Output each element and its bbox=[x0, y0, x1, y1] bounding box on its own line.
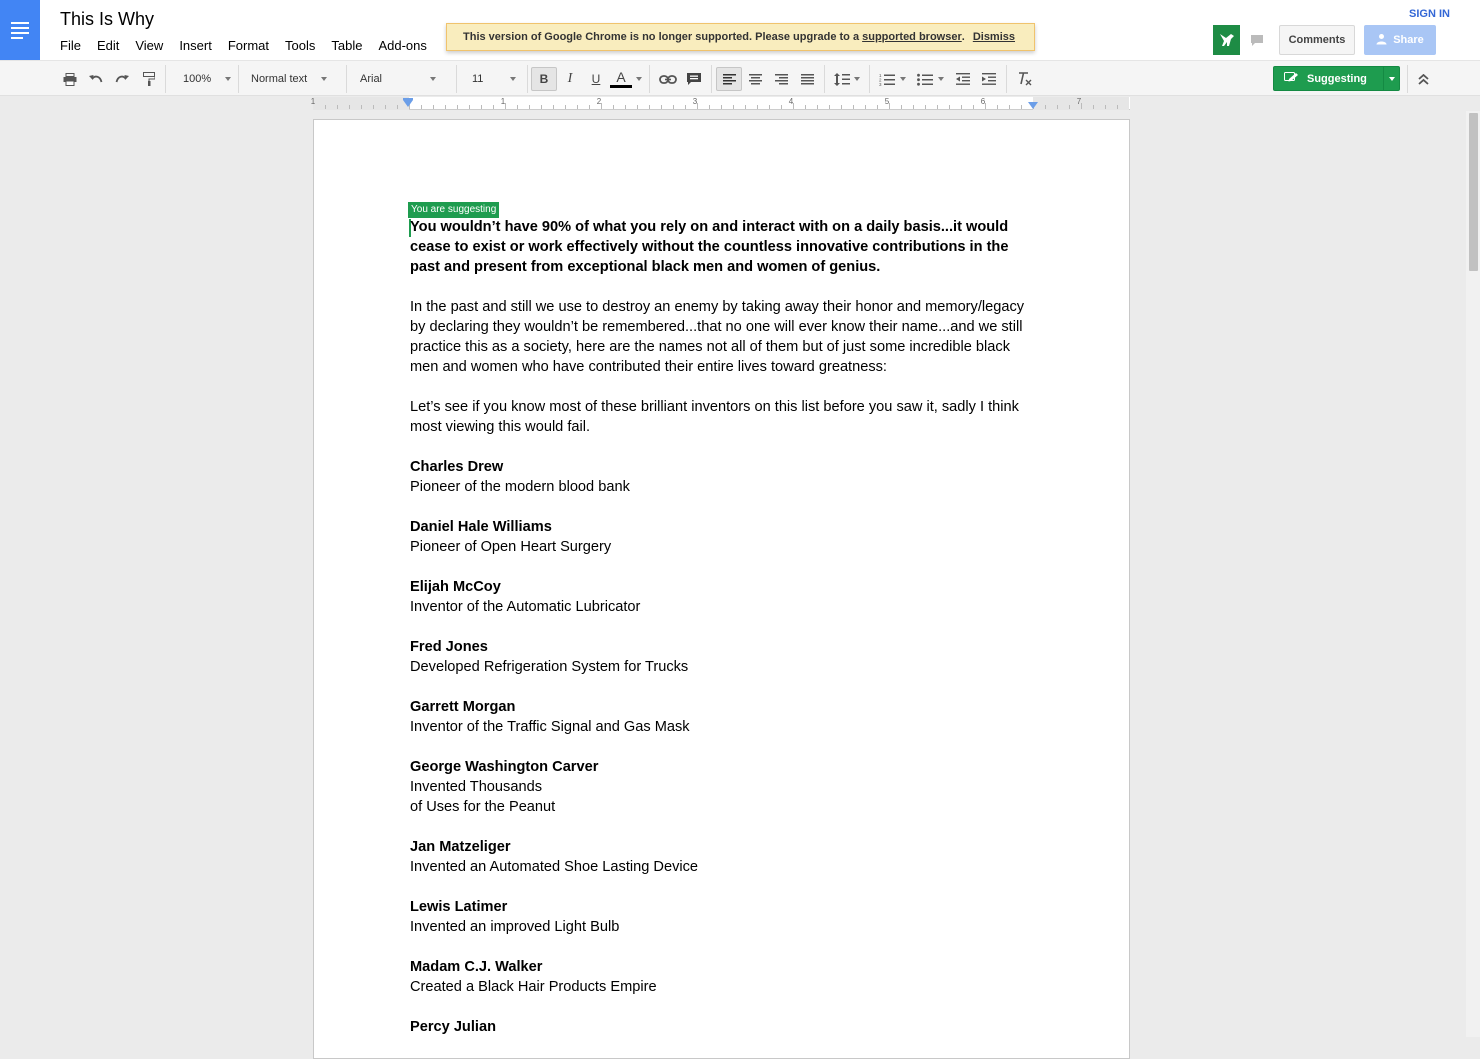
redo-icon[interactable] bbox=[109, 61, 135, 97]
ruler-tick bbox=[373, 105, 374, 109]
unsupported-browser-notice bbox=[446, 23, 1035, 51]
text-color-label: A bbox=[616, 69, 626, 85]
ruler-tick bbox=[589, 105, 590, 109]
inventor-name: Charles Drew bbox=[410, 459, 504, 475]
ruler-tick bbox=[577, 105, 578, 109]
formatting-toolbar bbox=[0, 60, 1480, 96]
increase-indent-icon[interactable] bbox=[976, 61, 1002, 97]
ruler-tick bbox=[805, 105, 806, 109]
align-left-icon[interactable] bbox=[716, 67, 742, 91]
menu-addons[interactable]: Add-ons bbox=[378, 38, 427, 53]
editing-mode-button[interactable] bbox=[1273, 66, 1400, 91]
undo-icon[interactable] bbox=[83, 61, 109, 97]
person-icon bbox=[1376, 33, 1387, 48]
paragraph-style-select[interactable] bbox=[243, 61, 335, 97]
inventor-name: Daniel Hale Williams bbox=[410, 519, 552, 535]
ruler-tick bbox=[841, 105, 842, 109]
collapse-menus-icon[interactable] bbox=[1410, 61, 1436, 97]
ruler-tick bbox=[661, 105, 662, 109]
ruler-tick bbox=[757, 105, 758, 109]
suggest-edit-icon bbox=[1284, 72, 1299, 86]
sign-in-link[interactable]: SIGN IN bbox=[1409, 8, 1450, 20]
chevron-down-icon bbox=[938, 77, 944, 81]
horizontal-ruler[interactable] bbox=[310, 97, 1130, 110]
paint-format-icon[interactable] bbox=[136, 61, 162, 97]
ruler-tick bbox=[433, 105, 434, 109]
ruler-tick bbox=[529, 105, 530, 109]
ruler-tick bbox=[877, 105, 878, 109]
ruler-tick bbox=[1117, 105, 1118, 109]
decrease-indent-icon[interactable] bbox=[950, 61, 976, 97]
ruler-tick bbox=[793, 103, 794, 109]
document-title[interactable]: This Is Why bbox=[60, 9, 155, 29]
mode-label: Suggesting bbox=[1307, 72, 1367, 85]
zoom-select[interactable] bbox=[175, 61, 233, 97]
inventor-description: Developed Refrigeration System for Trucks bbox=[410, 659, 689, 675]
inventor-description: Created a Black Hair Products Empire bbox=[410, 979, 657, 995]
ruler-tick bbox=[601, 103, 602, 109]
ruler-tick bbox=[1045, 105, 1046, 109]
ruler-tick bbox=[505, 103, 506, 109]
ruler-tick bbox=[565, 105, 566, 109]
ruler-tick bbox=[325, 105, 326, 109]
ruler-tick bbox=[733, 105, 734, 109]
inventor-name: Percy Julian bbox=[410, 1019, 496, 1035]
inventor-name: Elijah McCoy bbox=[410, 579, 501, 595]
ruler-tick bbox=[337, 105, 338, 109]
inventor-description: Pioneer of Open Heart Surgery bbox=[410, 539, 612, 555]
app-header bbox=[0, 0, 1480, 60]
ruler-tick bbox=[709, 105, 710, 109]
menu-tools[interactable]: Tools bbox=[285, 38, 316, 53]
ruler-label: 4 bbox=[788, 97, 794, 106]
ruler-tick bbox=[1057, 105, 1058, 109]
ruler-label: 7 bbox=[1076, 97, 1082, 106]
document-body[interactable] bbox=[410, 217, 1040, 1037]
inventor-description: Invented an improved Light Bulb bbox=[410, 919, 620, 935]
ruler-tick bbox=[445, 105, 446, 109]
font-value: Arial bbox=[360, 73, 383, 85]
inventor-name: Lewis Latimer bbox=[410, 899, 508, 915]
ruler-tick bbox=[685, 105, 686, 109]
dismiss-link[interactable]: Dismiss bbox=[972, 31, 1016, 43]
ruler-tick bbox=[817, 105, 818, 109]
chevron-down-icon bbox=[321, 77, 327, 81]
align-center-icon[interactable] bbox=[742, 61, 768, 97]
numbered-list-icon[interactable] bbox=[874, 61, 910, 97]
share-label: Share bbox=[1393, 34, 1424, 46]
ruler-tick bbox=[853, 105, 854, 109]
link-icon[interactable] bbox=[655, 61, 681, 97]
menu-table[interactable]: Table bbox=[331, 38, 363, 53]
inventor-description: Inventor of the Automatic Lubricator bbox=[410, 599, 641, 615]
notice-text: This version of Google Chrome is no longer supported. Please upgrade to a bbox=[463, 31, 863, 43]
svg-text:3: 3 bbox=[878, 81, 882, 86]
chevron-down-icon bbox=[510, 77, 516, 81]
ruler-tick bbox=[673, 105, 674, 109]
inventor-description: of Uses for the Peanut bbox=[410, 799, 556, 815]
ruler-label: 1 bbox=[310, 97, 316, 106]
addon-bird-icon[interactable] bbox=[1213, 25, 1240, 55]
menu-edit[interactable]: Edit bbox=[96, 38, 120, 53]
ruler-tick bbox=[937, 105, 938, 109]
ruler-tick bbox=[553, 105, 554, 109]
ruler-tick bbox=[385, 105, 386, 109]
ruler-tick bbox=[973, 105, 974, 109]
mode-dropdown-arrow[interactable] bbox=[1383, 67, 1399, 90]
scrollbar-thumb[interactable] bbox=[1469, 113, 1478, 271]
bold-button[interactable]: B bbox=[531, 67, 557, 91]
supported-browser-link[interactable]: supported browser bbox=[862, 31, 962, 43]
ruler-tick bbox=[469, 105, 470, 109]
inventor-description: Inventor of the Traffic Signal and Gas Mask bbox=[410, 719, 690, 735]
ruler-tick bbox=[1069, 105, 1070, 109]
text-color-button[interactable] bbox=[609, 61, 643, 97]
menu-file[interactable]: File bbox=[60, 38, 81, 53]
ruler-tick bbox=[781, 105, 782, 109]
comment-icon[interactable] bbox=[1247, 30, 1267, 50]
font-select[interactable] bbox=[352, 61, 444, 97]
font-size-select[interactable] bbox=[464, 61, 522, 97]
chevron-down-icon bbox=[1389, 77, 1395, 81]
ruler-label: 6 bbox=[980, 97, 986, 106]
right-indent-marker[interactable] bbox=[1028, 102, 1038, 109]
inventor-description: Pioneer of the modern blood bank bbox=[410, 479, 630, 495]
chevron-down-icon bbox=[636, 77, 642, 81]
chevron-down-icon bbox=[900, 77, 906, 81]
ruler-tick bbox=[625, 105, 626, 109]
ruler-tick bbox=[421, 105, 422, 109]
print-icon[interactable] bbox=[57, 61, 83, 97]
notice-period: . bbox=[961, 31, 965, 43]
inventor-name: Jan Matzeliger bbox=[410, 839, 511, 855]
ruler-tick bbox=[349, 105, 350, 109]
ruler-tick bbox=[769, 105, 770, 109]
svg-text:1: 1 bbox=[878, 72, 882, 78]
menu-bar bbox=[60, 38, 443, 53]
inventor-name: Fred Jones bbox=[410, 639, 488, 655]
body-paragraph: In the past and still we use to destroy an enemy by taking away their honor and memory/legacy by declaring they wouldn’t be remembered...that no one will ever know their name...and we still practice this as a society, here are the names not all of them but of just some incredible black men and women who have contributed their entire lives toward greatness: bbox=[410, 299, 1025, 375]
ruler-tick bbox=[397, 105, 398, 109]
inventor-description: Invented an Automated Shoe Lasting Device bbox=[410, 859, 699, 875]
inventor-name: Madam C.J. Walker bbox=[410, 959, 543, 975]
ruler-tick bbox=[985, 103, 986, 109]
ruler-tick bbox=[889, 103, 890, 109]
ruler-tick bbox=[1009, 105, 1010, 109]
line-spacing-icon[interactable] bbox=[830, 61, 864, 97]
ruler-tick bbox=[517, 105, 518, 109]
ruler-tick bbox=[613, 105, 614, 109]
ruler-tick bbox=[745, 105, 746, 109]
font-size-value: 11 bbox=[472, 73, 484, 85]
ruler-label: 2 bbox=[596, 97, 602, 106]
ruler-tick bbox=[925, 105, 926, 109]
ruler-label: 3 bbox=[692, 97, 698, 106]
bulleted-list-icon[interactable] bbox=[912, 61, 948, 97]
ruler-tick bbox=[829, 105, 830, 109]
inventor-name: George Washington Carver bbox=[410, 759, 599, 775]
ruler-label: 5 bbox=[884, 97, 890, 106]
inventor-name: Garrett Morgan bbox=[410, 699, 516, 715]
ruler-tick bbox=[481, 105, 482, 109]
comments-button[interactable]: Comments bbox=[1279, 25, 1355, 55]
ruler-tick bbox=[1081, 103, 1082, 109]
ruler-tick bbox=[913, 105, 914, 109]
chevron-down-icon bbox=[430, 77, 436, 81]
svg-text:2: 2 bbox=[878, 77, 882, 82]
ruler-tick bbox=[865, 105, 866, 109]
ruler-tick bbox=[697, 103, 698, 109]
ruler-tick bbox=[901, 105, 902, 109]
ruler-tick bbox=[1093, 105, 1094, 109]
ruler-tick bbox=[493, 105, 494, 109]
align-right-icon[interactable] bbox=[768, 61, 794, 97]
ruler-tick bbox=[457, 105, 458, 109]
ruler-tick bbox=[721, 105, 722, 109]
text-color-icon bbox=[610, 70, 632, 88]
ruler-tick bbox=[1105, 105, 1106, 109]
suggesting-cursor-tag: You are suggesting bbox=[408, 202, 499, 218]
align-justify-icon[interactable] bbox=[794, 61, 820, 97]
ruler-tick bbox=[961, 105, 962, 109]
ruler-tick bbox=[949, 105, 950, 109]
clear-formatting-icon[interactable] bbox=[1012, 61, 1038, 97]
menu-format[interactable]: Format bbox=[227, 38, 269, 53]
ruler-tick bbox=[997, 105, 998, 109]
menu-view[interactable]: View bbox=[135, 38, 164, 53]
document-page[interactable] bbox=[313, 119, 1130, 1059]
share-button[interactable] bbox=[1364, 25, 1436, 55]
docs-logo-icon[interactable] bbox=[0, 0, 40, 60]
left-indent-marker[interactable] bbox=[403, 100, 413, 107]
style-value: Normal text bbox=[251, 73, 308, 85]
ruler-tick bbox=[361, 105, 362, 109]
inventor-description: Invented Thousands bbox=[410, 779, 542, 795]
ruler-tick bbox=[541, 105, 542, 109]
intro-paragraph: You wouldn’t have 90% of what you rely on and interact with on a daily basis...it would cease to exist or work effectively without the countless innovative contributions in the past and present from exceptional black men and women of genius. bbox=[410, 219, 1009, 275]
underline-button[interactable]: U bbox=[591, 72, 601, 86]
ruler-tick bbox=[649, 105, 650, 109]
zoom-value: 100% bbox=[183, 73, 212, 85]
chevron-down-icon bbox=[854, 77, 860, 81]
body-paragraph: Let’s see if you know most of these brilliant inventors on this list before you saw it, sadly I think most viewing this would fail. bbox=[410, 399, 1019, 435]
italic-button[interactable]: I bbox=[567, 71, 573, 86]
insert-comment-icon[interactable] bbox=[681, 61, 707, 97]
ruler-label: 1 bbox=[500, 97, 506, 106]
ruler-tick bbox=[1021, 105, 1022, 109]
chevron-down-icon bbox=[225, 77, 231, 81]
menu-insert[interactable]: Insert bbox=[179, 38, 212, 53]
ruler-tick bbox=[637, 105, 638, 109]
